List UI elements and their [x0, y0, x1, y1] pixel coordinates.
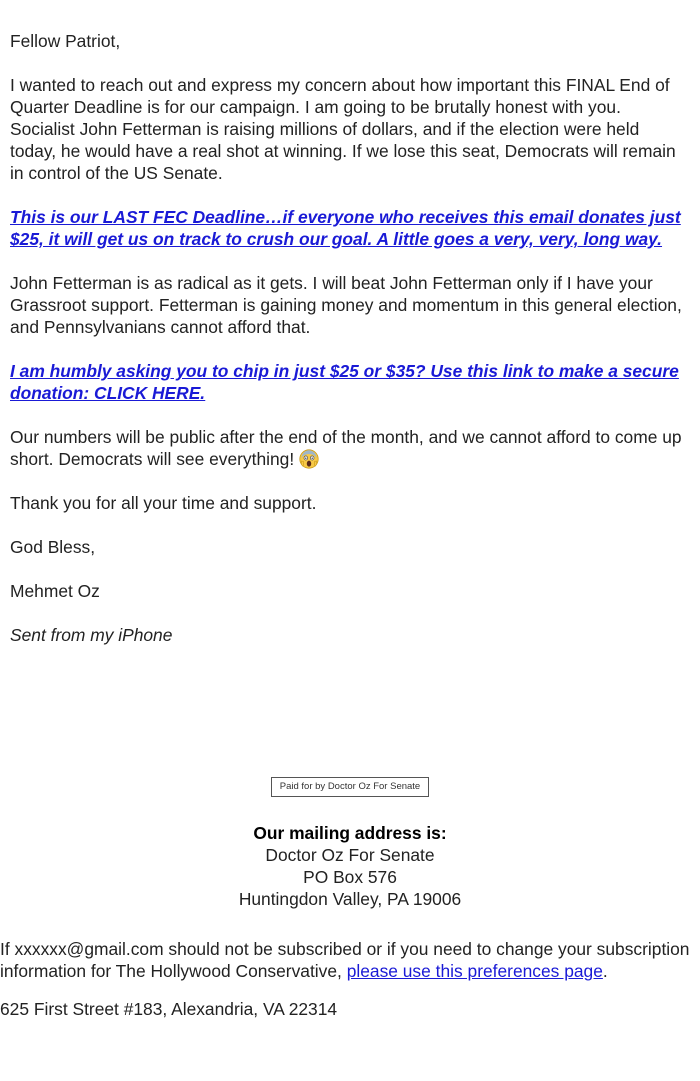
chip-in-donate-link[interactable]: I am humbly asking you to chip in just $25 or $35? Use this link to make a secure donation: CLICK HERE.	[10, 361, 679, 403]
preferences-page-link[interactable]: please use this preferences page	[346, 961, 603, 981]
chip-in-paragraph	[10, 360, 690, 404]
paragraph-numbers	[10, 426, 690, 470]
subscription-notice-period: .	[602, 961, 608, 981]
greeting: Fellow Patriot,	[10, 31, 121, 51]
mailing-address-block	[0, 822, 700, 910]
screaming-face-emoji-icon	[299, 449, 319, 469]
footer-address: 625 First Street #183, Alexandria, VA 22314	[0, 999, 338, 1019]
mailing-org: Doctor Oz For Senate	[265, 845, 435, 865]
fec-deadline-donate-link[interactable]: This is our LAST FEC Deadline…if everyone who receives this email donates just $25, it will get us on track to crush our goal. A little goes a very, very, long way.	[10, 207, 681, 249]
signature-name: Mehmet Oz	[10, 581, 100, 601]
sent-from-line: Sent from my iPhone	[10, 625, 173, 645]
closing-line: God Bless,	[10, 537, 96, 557]
thanks-line: Thank you for all your time and support.	[10, 493, 317, 513]
email-body	[10, 30, 690, 668]
paragraph-concern: I wanted to reach out and express my concern about how important this FINAL End of Quarter Deadline is for our campaign. I am going to be brutally honest with you. Socialist John Fetterman is raising millions of dollars, and if the election were held today, he would have a real shot at winning. If we lose this seat, Democrats will remain in control of the US Senate.	[10, 75, 676, 183]
mailing-city-state-zip: Huntingdon Valley, PA 19006	[238, 889, 462, 909]
paragraph-numbers-text: Our numbers will be public after the end of the month, and we cannot afford to come up short. Democrats will see everything!	[10, 427, 682, 469]
mailing-address-title: Our mailing address is:	[253, 823, 447, 843]
mailing-po-box: PO Box 576	[303, 867, 397, 887]
paragraph-fetterman: John Fetterman is as radical as it gets. I will beat John Fetterman only if I have your Grassroot support. Fetterman is gaining money and momentum in this general election, and Pennsylvanians cannot afford that.	[10, 273, 682, 337]
fec-deadline-paragraph	[10, 206, 690, 250]
subscription-notice	[0, 938, 690, 982]
subscription-footer	[0, 938, 690, 1020]
paid-for-disclaimer: Paid for by Doctor Oz For Senate	[271, 777, 429, 797]
subscription-notice-text: If xxxxxx@gmail.com should not be subscribed or if you need to change your subscription information for The Hollywood Conservative,	[0, 939, 690, 981]
